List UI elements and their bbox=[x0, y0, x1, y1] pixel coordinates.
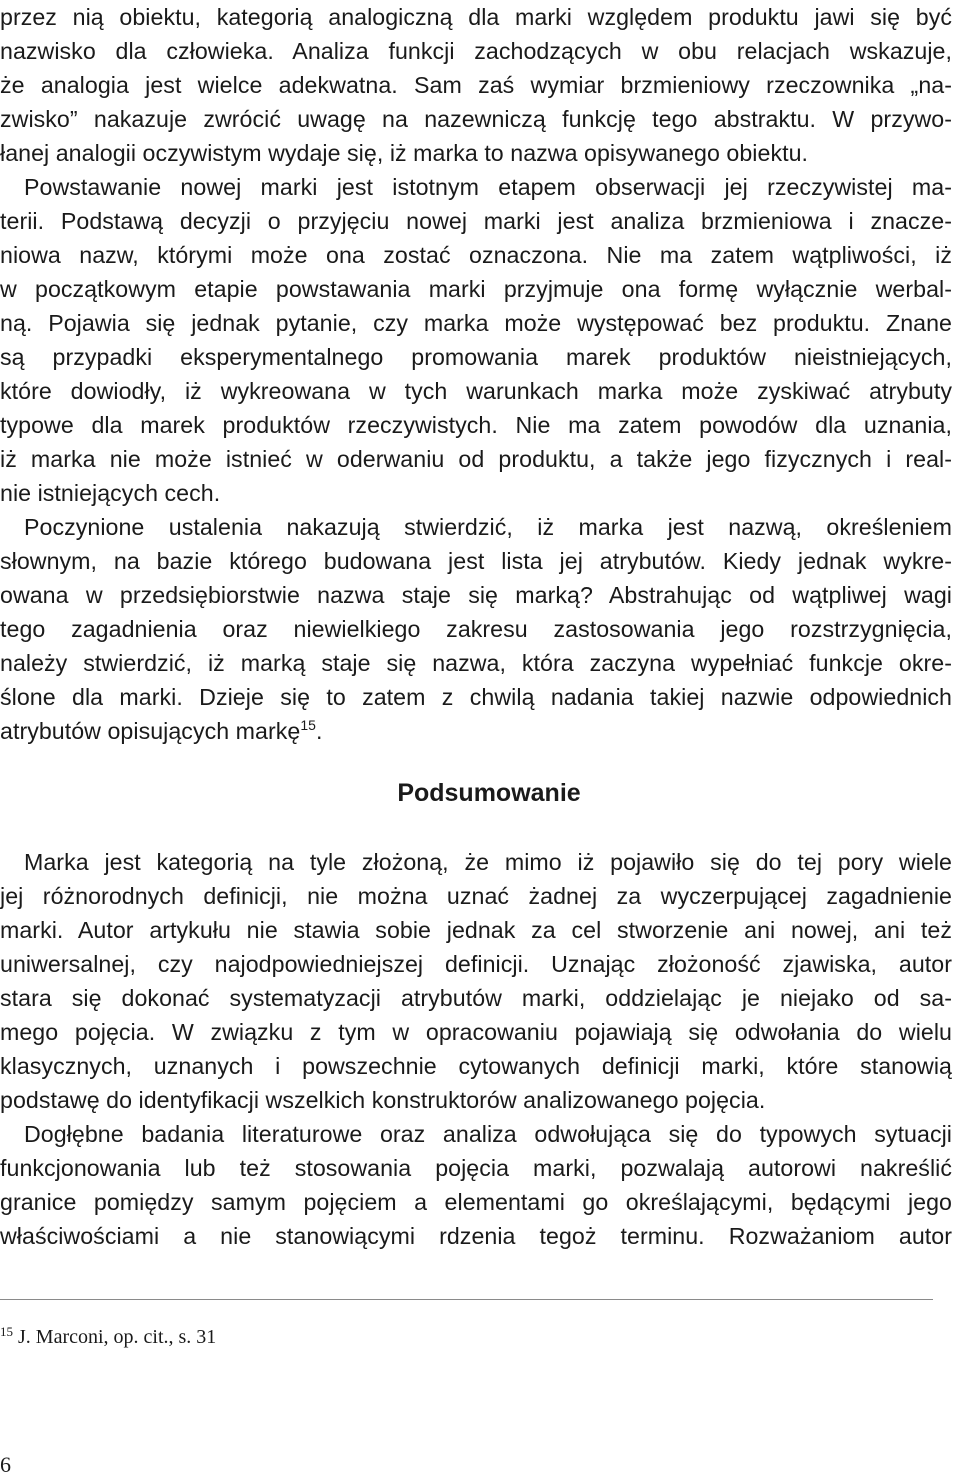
text-line: należy stwierdzić, iż marką staje się nazwa, która zaczyna wypełniać funkcje okre- bbox=[0, 650, 952, 676]
text-line: uniwersalnej, czy najodpowiedniejszej definicji. Uznając złożoność zjawiska, autor bbox=[0, 951, 952, 977]
text-line-content: atrybutów opisujących markę bbox=[0, 718, 301, 744]
text-line: tego zagadnienia oraz niewielkiego zakresu zastosowania jego rozstrzygnięcia, bbox=[0, 616, 952, 642]
text-line: w początkowym etapie powstawania marki przyjmuje ona formę wyłącznie werbal- bbox=[0, 276, 952, 302]
text-line: jej różnorodnych definicji, nie można uznać żadnej za wyczerpującej zagadnienie bbox=[0, 883, 952, 909]
text-line: przez nią obiektu, kategorią analogiczną dla marki względem produktu jawi się być bbox=[0, 4, 952, 30]
text-line: właściwościami a nie stanowiącymi rdzenia tegoż terminu. Rozważaniom autor bbox=[0, 1223, 952, 1249]
text-line: ną. Pojawia się jednak pytanie, czy marka może występować bez produktu. Znane bbox=[0, 310, 952, 336]
text-line: mego pojęcia. W związku z tym w opracowaniu pojawiają się odwołania do wielu bbox=[0, 1019, 952, 1045]
text-line: klasycznych, uznanych i powszechnie cytowanych definicji marki, które stanowią bbox=[0, 1053, 952, 1079]
footnote-text: J. Marconi, op. cit., s. 31 bbox=[13, 1326, 217, 1348]
text-line: nie istniejących cech. bbox=[0, 480, 221, 506]
text-line: terii. Podstawą decyzji o przyjęciu nowej marki jest analiza brzmieniowa i znacze- bbox=[0, 208, 952, 234]
text-line: Marka jest kategorią na tyle złożoną, że mimo iż pojawiło się do tej pory wiele bbox=[24, 849, 952, 875]
page-number: 6 bbox=[0, 1452, 11, 1477]
text-line: słownym, na bazie którego budowana jest lista jej atrybutów. Kiedy jednak wykre- bbox=[0, 548, 952, 574]
text-line: Powstawanie nowej marki jest istotnym etapem obserwacji jej rzeczywistej ma- bbox=[24, 174, 952, 200]
text-line: podstawę do identyfikacji wszelkich konstruktorów analizowanego pojęcia. bbox=[0, 1087, 766, 1113]
text-line: owana w przedsiębiorstwie nazwa staje się marką? Abstrahując od wątpliwej wagi bbox=[0, 582, 952, 608]
footnote-reference[interactable]: 15 bbox=[300, 717, 317, 733]
text-line: ślone dla marki. Dzieje się to zatem z chwilą nadania takiej nazwie odpowiednich bbox=[0, 684, 952, 710]
text-line: marki. Autor artykułu nie stawia sobie jednak za cel stworzenie ani nowej, ani też bbox=[0, 917, 952, 943]
text-line: funkcjonowania lub też stosowania pojęcia marki, pozwalają autorowi nakreślić bbox=[0, 1155, 952, 1181]
text-line: granice pomiędzy samym pojęciem a elementami go określającymi, będącymi jego bbox=[0, 1189, 952, 1215]
text-line: nazwisko dla człowieka. Analiza funkcji zachodzących w obu relacjach wskazuje, bbox=[0, 38, 952, 64]
text-line: typowe dla marek produktów rzeczywistych. Nie ma zatem powodów dla uznania, bbox=[0, 412, 952, 438]
text-line: stara się dokonać systematyzacji atrybutów marki, oddzielając je niejako od sa- bbox=[0, 985, 952, 1011]
text-line: łanej analogii oczywistym wydaje się, iż marka to nazwa opisywanego obiektu. bbox=[0, 140, 809, 166]
text-line-punctuation: . bbox=[316, 718, 323, 744]
footnote-number: 15 bbox=[0, 1324, 13, 1339]
footnote-separator bbox=[0, 1299, 933, 1300]
text-line: że analogia jest wielce adekwatna. Sam zaś wymiar brzmieniowy rzeczownika „na- bbox=[0, 72, 952, 98]
text-line: Dogłębne badania literaturowe oraz analiza odwołująca się do typowych sytuacji bbox=[24, 1121, 952, 1147]
text-line: są przypadki eksperymentalnego promowania marek produktów nieistniejących, bbox=[0, 344, 952, 370]
text-line: Poczynione ustalenia nakazują stwierdzić, iż marka jest nazwą, określeniem bbox=[24, 514, 952, 540]
section-heading: Podsumowanie bbox=[397, 779, 581, 807]
footnote bbox=[0, 1323, 216, 1351]
text-line: iż marka nie może istnieć w oderwaniu od produktu, a także jego fizycznych i real- bbox=[0, 446, 952, 472]
text-line bbox=[0, 714, 952, 748]
text-line: zwisko” nakazuje zwrócić uwagę na nazewniczą funkcję tego abstraktu. W przywo- bbox=[0, 106, 952, 132]
text-line: które dowiodły, iż wykreowana w tych warunkach marka może zyskiwać atrybuty bbox=[0, 378, 952, 404]
text-line: niowa nazw, którymi może ona zostać oznaczona. Nie ma zatem wątpliwości, iż bbox=[0, 242, 952, 268]
